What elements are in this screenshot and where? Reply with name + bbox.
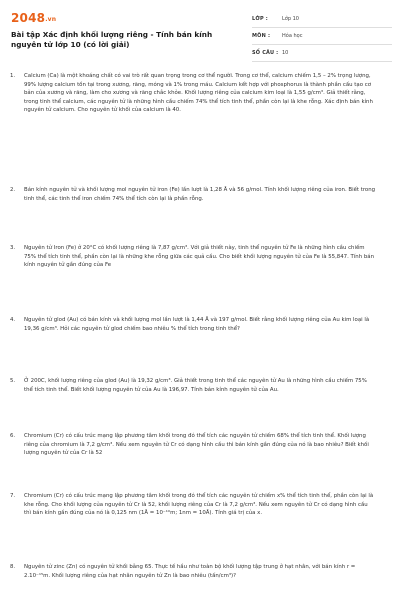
- question-item: [10, 492, 390, 518]
- question-item: [10, 377, 390, 394]
- question-text: Chromium (Cr) có cấu trúc mạng lập phương tâm khối trong đó thể tích các nguyên tử chiếm x% thể tích tinh thể, phần còn lại là khe rỗng. Cho khối lượng của nguyên tử Cr là 52, khối lượng riêng của Cr là 7,2 g/cm³. Nếu xem nguyên tử Cr có dạng hình cầu thì bán kính gần đúng của nó là 0,125 nm (1Å = 10⁻¹⁰m; 1nm = 10Å). Tính giá trị của x.: [24, 493, 374, 517]
- question-number: 7.: [10, 493, 16, 499]
- page-title: Bài tập Xác định khối lượng riêng - Tính bán kính nguyên tử lớp 10 (có lời giải): [11, 30, 213, 49]
- meta-label: MÔN :: [252, 33, 271, 39]
- meta-label: SỐ CÂU :: [252, 50, 279, 56]
- meta-table: [252, 11, 392, 62]
- question-number: 5.: [10, 378, 16, 384]
- question-number: 1.: [10, 73, 16, 79]
- question-number: 6.: [10, 433, 16, 439]
- question-number: 2.: [10, 187, 16, 193]
- question-item: [10, 316, 390, 333]
- question-text: Bán kính nguyên tử và khối lượng mol nguyên tử iron (Fe) lần lượt là 1,28 Å và 56 g/mol. Tính khối lượng riêng của iron. Biết trong tinh thể, các tinh thể iron chiếm 74% thể tích còn lại là phần rỗng.: [24, 187, 376, 202]
- question-text: Nguyên tử zinc (Zn) có nguyên tử khối bằng 65. Thực tế hầu như toàn bộ khối lượng tập trung ở hạt nhân, với bán kính r = 2.10⁻¹⁵m. Khối lượng riêng của hạt nhân nguyên tử Zn là bao nhiêu (tấn/cm³)?: [24, 564, 356, 579]
- logo-text: 2048: [11, 11, 46, 25]
- question-number: 4.: [10, 317, 16, 323]
- meta-row-subject: [252, 28, 392, 45]
- meta-value: 10: [282, 50, 289, 56]
- meta-row-class: [252, 11, 392, 28]
- question-item: [10, 186, 390, 203]
- site-logo[interactable]: [11, 11, 56, 25]
- question-item: [10, 72, 390, 115]
- question-item: [10, 563, 390, 580]
- question-item: [10, 432, 390, 458]
- question-item: [10, 244, 390, 270]
- meta-value: Hóa học: [282, 33, 303, 39]
- meta-value: Lớp 10: [282, 16, 299, 22]
- meta-label: LỚP :: [252, 16, 268, 22]
- question-text: Calcium (Ca) là một khoáng chất có vai trò rất quan trọng trong cơ thể người. Trong cơ thể, calcium chiếm 1,5 – 2% trọng lượng, 99% lượng calcium tồn tại trong xương, răng, móng và 1% trong máu. Calcium kết hợp với phosphorus là thành phần cấu tạo cơ bản của xương và răng, làm cho xương và răng chắc khỏe. Khối lượng riêng của calcium kim loại là 1,55 g/cm³. Giả thiết rằng, trong tinh thể calcium, các nguyên tử là những hình cầu chiếm 74% thể tích tinh thể, phần còn lại là khe rỗng. Xác định bán kính nguyên tử calcium. Cho nguyên tử khối của calcium là 40.: [24, 73, 373, 114]
- question-text: Ở 200C, khối lượng riêng của glod (Au) là 19,32 g/cm³. Giả thiết trong tinh thể các nguyên tử Au là những hình cầu chiếm 75% thể tích tinh thể. Biết khối lượng nguyên tử của Au là 196,97. Tính bán kính nguyên tử của Au.: [24, 378, 367, 393]
- question-text: Nguyên tử Iron (Fe) ở 20°C có khối lượng riêng là 7,87 g/cm³. Với giả thiết này, tinh thể nguyên tử Fe là những hình cầu chiếm 75% thể tích tinh thể, phần còn lại là những khe rỗng giữa các quả cầu. Cho biết khối lượng nguyên tử của Fe là 55,847. Tính bán kính nguyên tử gần đúng của Fe: [24, 245, 374, 269]
- logo-tld: .vn: [45, 16, 57, 23]
- meta-row-count: [252, 45, 392, 62]
- question-text: Nguyên tử glod (Au) có bán kính và khối lượng mol lần lượt là 1,44 Å và 197 g/mol. Biết rằng khối lượng riêng của Au kim loại là 19,36 g/cm³. Hỏi các nguyên tử glod chiếm bao nhiêu % thể tích trong tinh thể?: [24, 317, 370, 332]
- question-number: 3.: [10, 245, 16, 251]
- question-text: Chromium (Cr) có cấu trúc mạng lập phương tâm khối trong đó thể tích các nguyên tử chiếm 68% thể tích tinh thể. Khối lượng riêng của chromium là 7,2 g/cm³. Nếu xem nguyên tử Cr có dạng hình cầu thì bán kính gần đúng của nó là bao nhiêu? Biết khối lượng nguyên tử của Cr là 52: [24, 433, 369, 457]
- question-number: 8.: [10, 564, 16, 570]
